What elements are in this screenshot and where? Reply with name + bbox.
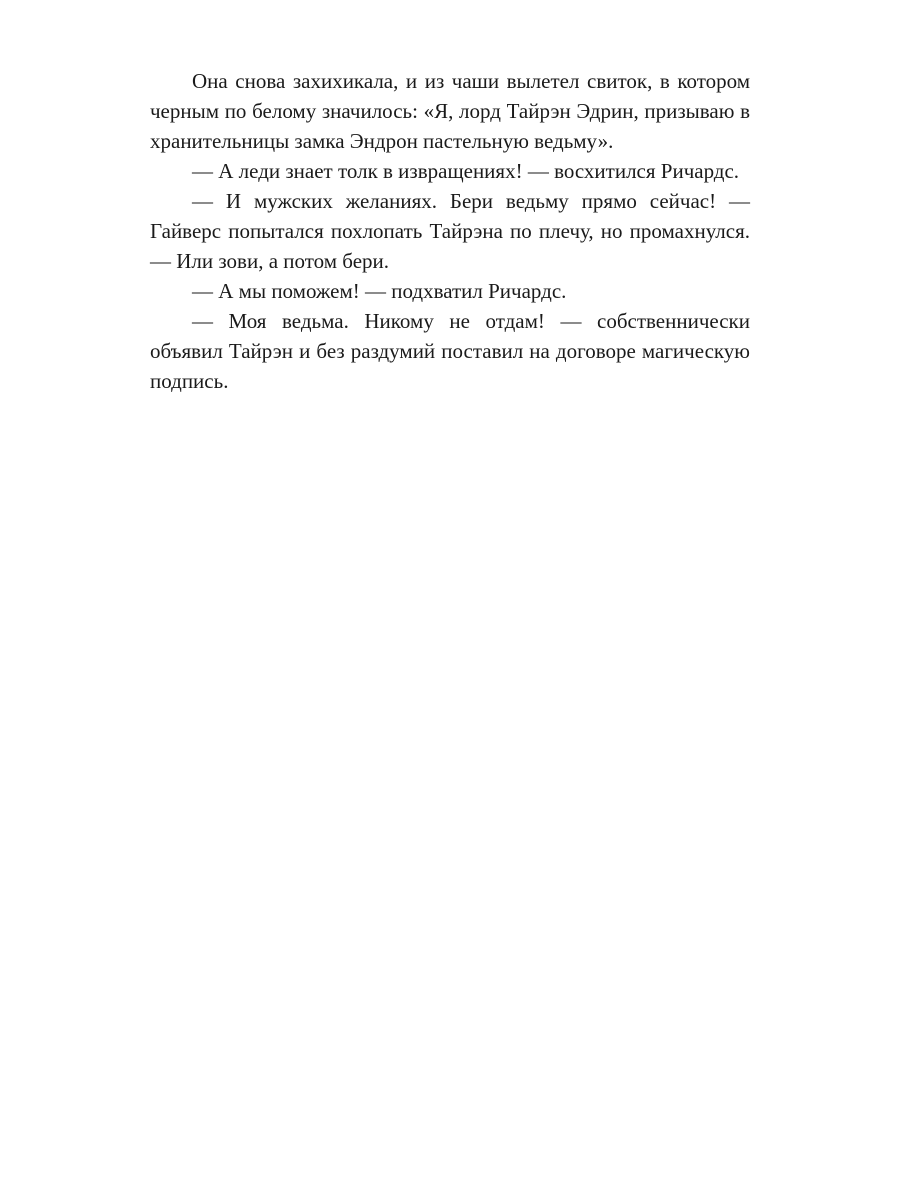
- text-body: [150, 66, 750, 396]
- paragraph: Она снова захихикала, и из чаши вылетел свиток, в котором черным по белому значилось: «Я, лорд Тайрэн Эдрин, призываю в хранительницы замка Эндрон пастельную ведьму».: [150, 69, 750, 153]
- paragraph: — И мужских желаниях. Бери ведьму прямо сейчас! — Гайверс попытался похлопать Тайрэна по плечу, но промахнулся. — Или зови, а потом бери.: [150, 189, 750, 273]
- paragraph: — А мы поможем! — подхватил Ричардс.: [192, 279, 567, 303]
- paragraph: — А леди знает толк в извращениях! — восхитился Ричардс.: [192, 159, 740, 183]
- paragraph: — Моя ведьма. Никому не отдам! — собственнически объявил Тайрэн и без раздумий поставил на договоре магическую подпись.: [150, 309, 750, 393]
